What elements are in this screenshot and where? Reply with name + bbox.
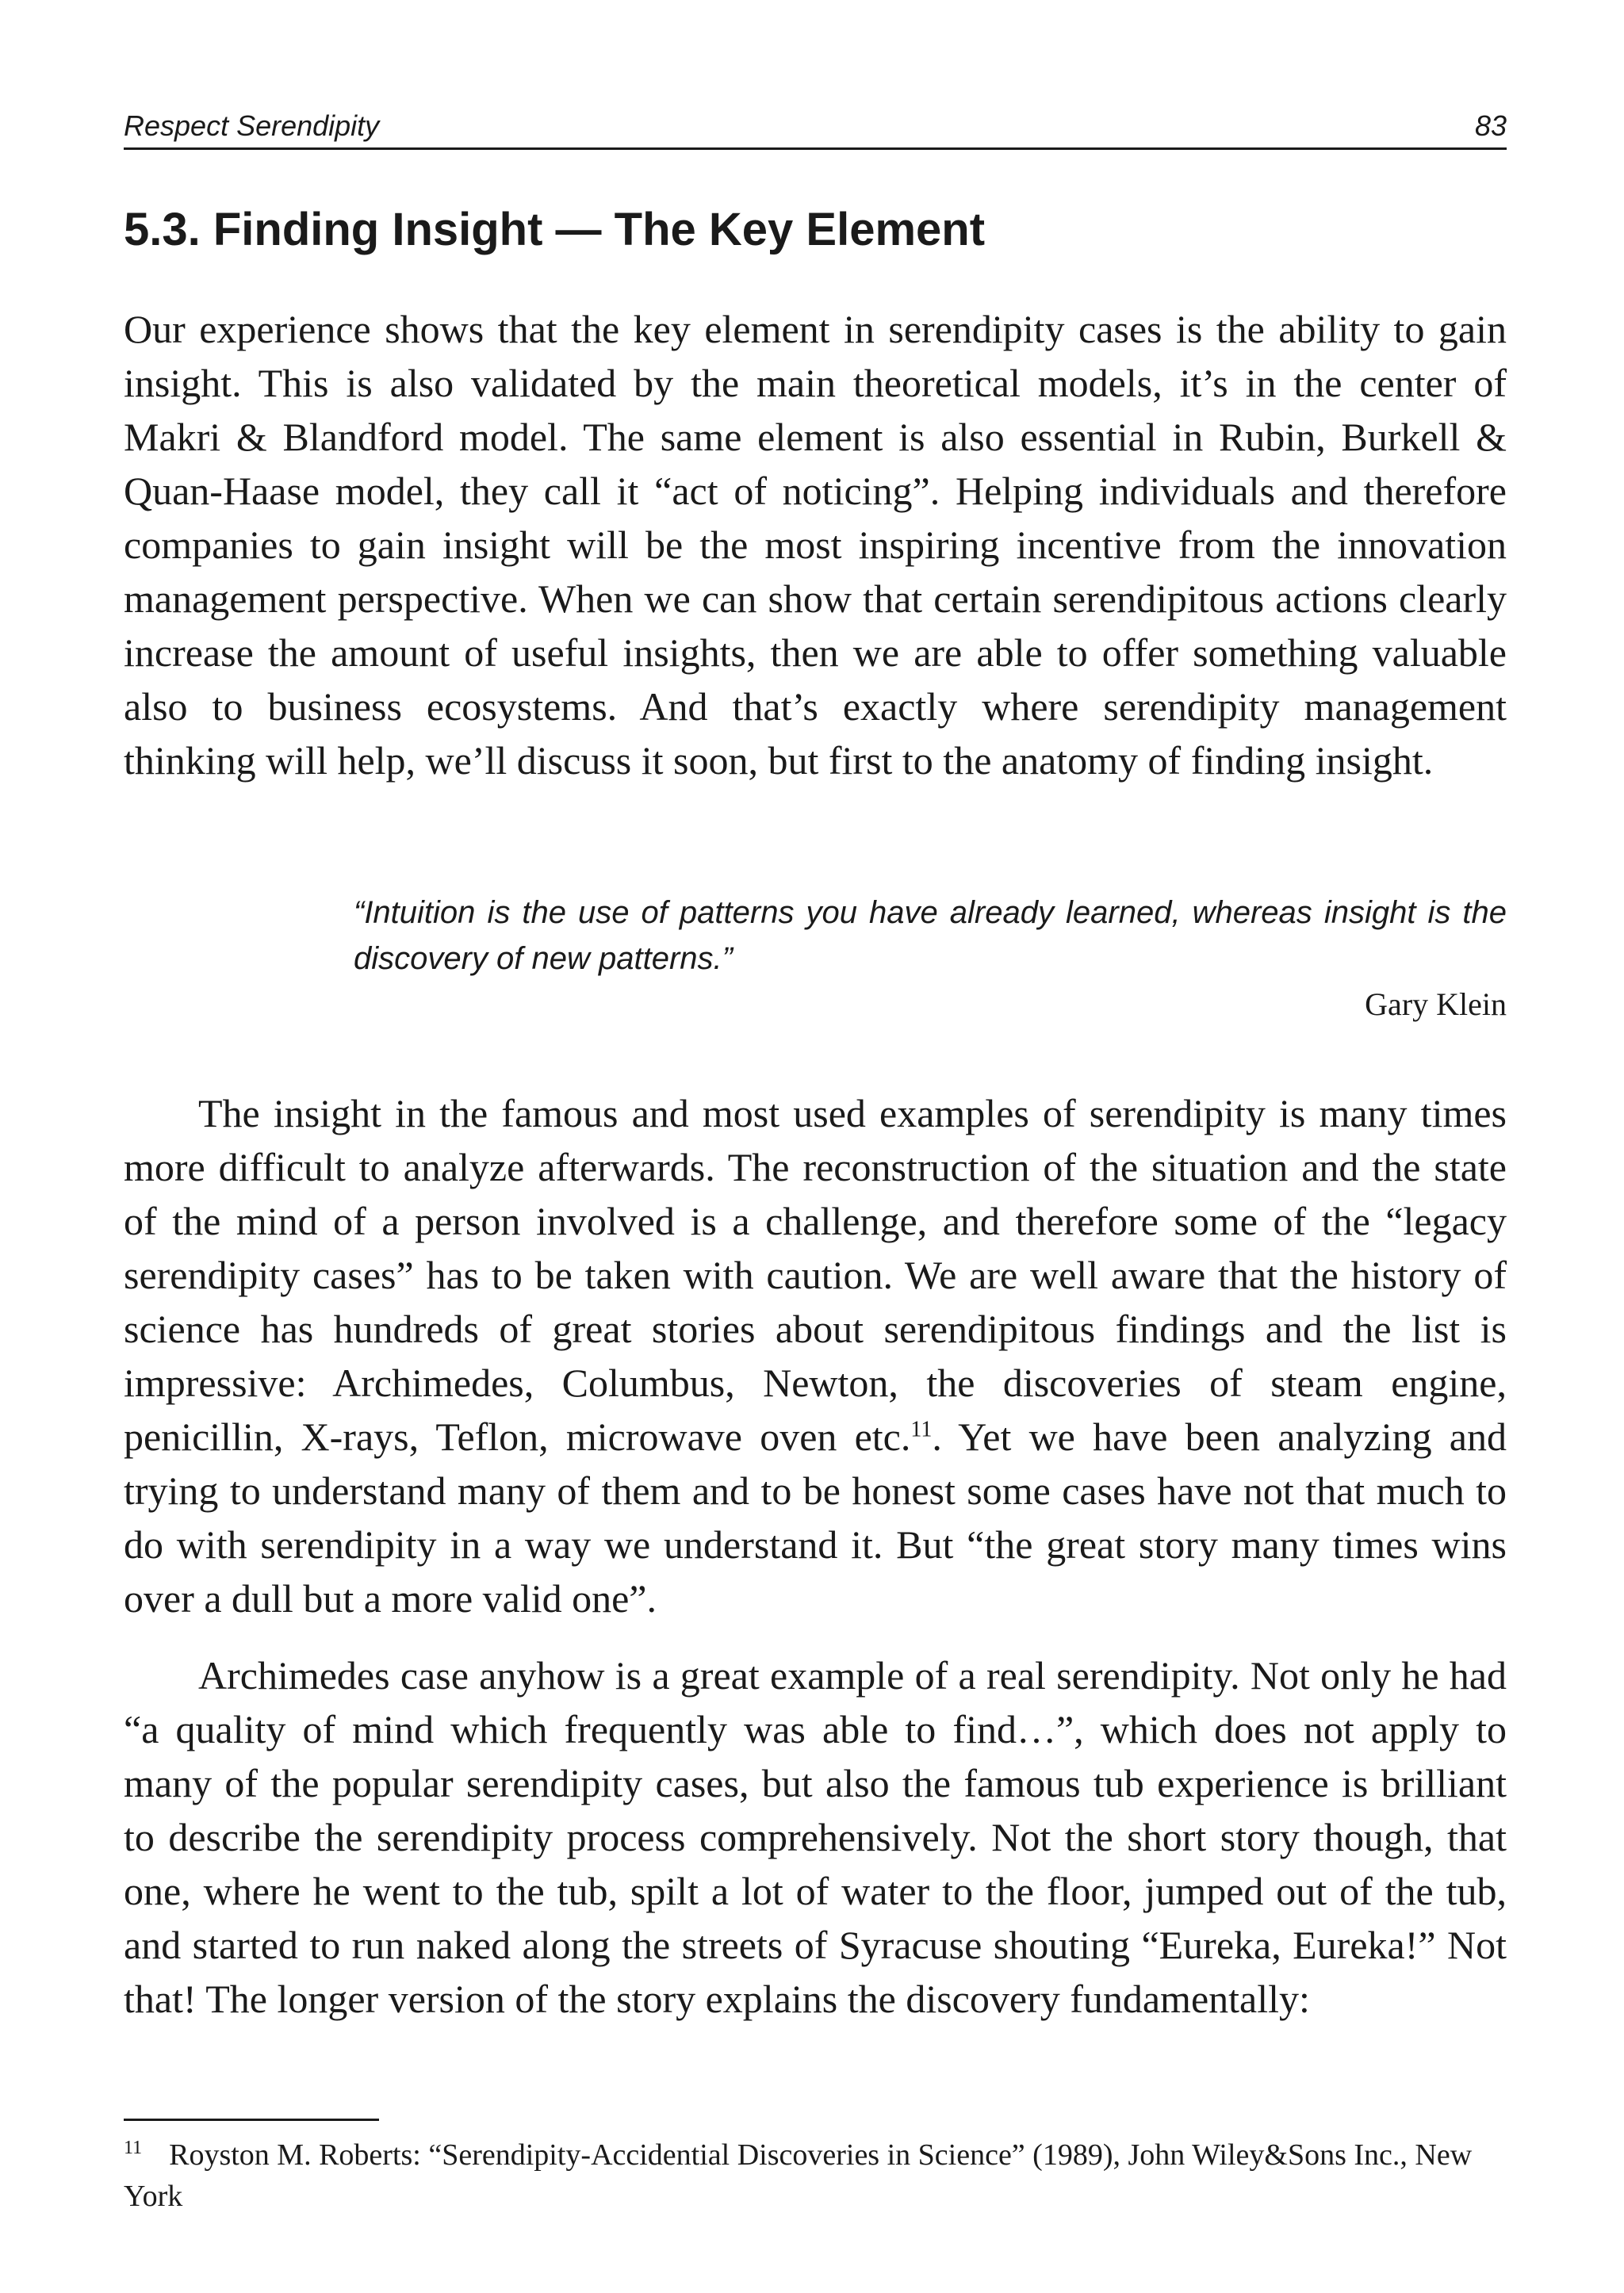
footnote-number: 11 <box>124 2138 143 2159</box>
paragraph-2-text-a: The insight in the famous and most used examples of serendipity is many times more difficult to analyze afterwards. The reconstruction of the situation and the state of the mind of a person involved is a challenge, and therefore some of the “legacy serendipity cases” has to be taken with caution. We are well aware that the history of science has hundreds of great stories about serendipitous findings and the list is impressive: Archimedes, Columbus, Newton, the discoveries of steam engine, penicillin, X-rays, Teflon, microwave oven etc. <box>124 1091 1507 1459</box>
running-header <box>124 108 1507 150</box>
footnote-reference[interactable]: 11 <box>910 1417 933 1442</box>
footnote <box>124 2134 1507 2217</box>
footnote-divider <box>124 2119 379 2121</box>
running-title: Respect Serendipity <box>124 109 380 142</box>
epigraph-author: Gary Klein <box>1365 986 1507 1022</box>
epigraph <box>354 890 1507 1028</box>
epigraph-quote: “Intuition is the use of patterns you have already learned, whereas insight is the discovery of new patterns.” <box>354 895 1507 976</box>
section-title: 5.3. Finding Insight — The Key Element <box>124 204 986 255</box>
footnote-text: Royston M. Roberts: “Serendipity-Accidential Discoveries in Science” (1989), John Wiley&Sons Inc., New York <box>124 2138 1473 2213</box>
paragraph-3: Archimedes case anyhow is a great example of a real serendipity. Not only he had “a quality of mind which frequently was able to find…”, which does not apply to many of the popular serendipity cases, but also the famous tub experience is brilliant to describe the serendipity process comprehensively. Not the short story though, that one, where he went to the tub, spilt a lot of water to the floor, jumped out of the tub, and started to run naked along the streets of Syracuse shouting “Eureka, Eureka!” Not that! The longer version of the story explains the discovery fundamentally: <box>124 1653 1507 2021</box>
page-number: 83 <box>1474 109 1507 142</box>
paragraph-2 <box>124 1086 1507 1625</box>
paragraph-1: Our experience shows that the key element in serendipity cases is the ability to gain insight. This is also validated by the main theoretical models, it’s in the center of Makri & Blandford model. The same element is also essential in Rubin, Burkell & Quan-Haase model, they call it “act of noticing”. Helping individuals and therefore companies to gain insight will be the most inspiring incentive from the innovation management perspective. When we can show that certain serendipitous actions clearly increase the amount of useful insights, then we are able to offer something valuable also to business ecosystems. And that’s exactly where serendipity management thinking will help, we’ll discuss it soon, but first to the anatomy of finding insight. <box>124 307 1507 783</box>
book-page <box>124 0 1507 2293</box>
paragraph-2-text-b: . Yet we have been analyzing and trying to understand many of them and to be honest some cases have not that much to do with serendipity in a way we understand it. But “the great story many times wins over a dull but a more valid one”. <box>124 1414 1507 1621</box>
